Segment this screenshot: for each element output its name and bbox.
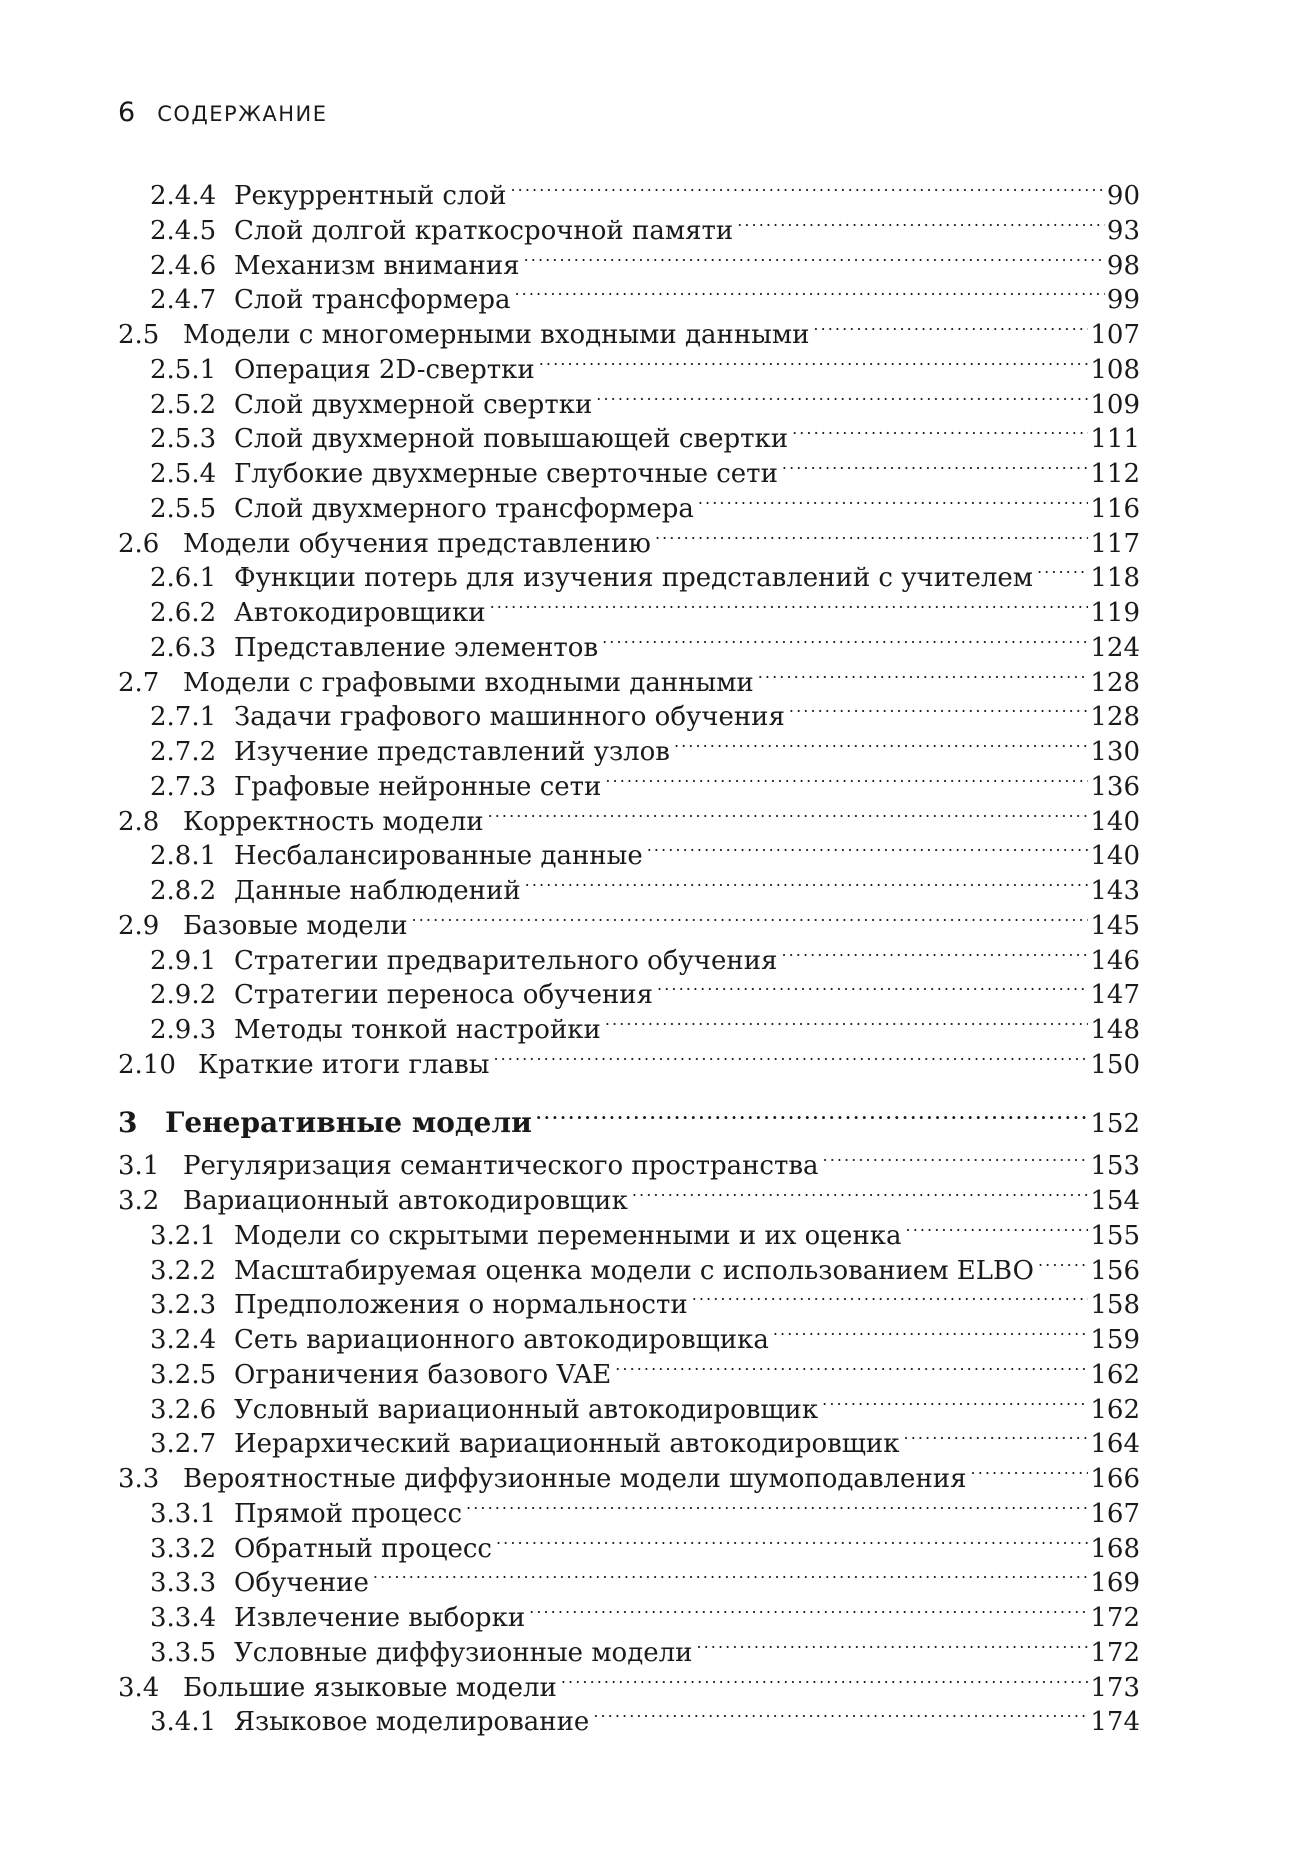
- dot-leader: [514, 272, 1104, 308]
- dot-leader: [823, 1138, 1089, 1174]
- dot-leader: [1037, 550, 1088, 586]
- toc-entry-title: Регуляризация семантического пространства: [183, 1151, 819, 1182]
- toc-entry-title: Модели с многомерными входными данными: [183, 320, 810, 350]
- toc-entry-number: 3.2.4: [150, 1325, 217, 1355]
- toc-entry-title: Задачи графового машинного обучения: [234, 702, 785, 733]
- toc-entry-title: Глубокие двухмерные сверточные сети: [234, 459, 778, 489]
- toc-entry-number: 2.10: [118, 1049, 176, 1080]
- toc-entry-number: 2.6.2: [150, 598, 217, 628]
- dot-leader: [647, 828, 1089, 864]
- dot-leader: [692, 1277, 1089, 1313]
- toc-entry-page: 167: [1090, 1498, 1140, 1529]
- dot-leader: [536, 1096, 1089, 1132]
- toc-entry-title: Методы тонкой настройки: [234, 1015, 601, 1045]
- toc-entry[interactable]: [118, 794, 1140, 837]
- toc-entry-number: 3.3: [118, 1464, 160, 1494]
- toc-entry-page: 159: [1090, 1325, 1140, 1355]
- toc-entry-number: 3.2.1: [150, 1220, 217, 1251]
- toc-entry-page: 118: [1090, 563, 1140, 594]
- toc-entry-title: Функции потерь для изучения представлений с учителем: [234, 563, 1033, 594]
- toc-entry-number: 2.4.5: [150, 215, 217, 246]
- toc-entry-number: 2.8.2: [150, 876, 217, 906]
- dot-leader: [525, 863, 1089, 899]
- toc-entry-title: Корректность модели: [183, 806, 484, 837]
- toc-entry[interactable]: [118, 1037, 1140, 1080]
- toc-entry-number: 3.3.3: [150, 1568, 217, 1599]
- dot-leader: [596, 377, 1088, 413]
- toc-entry-number: 2.5.2: [150, 389, 217, 420]
- toc-entry-number: 2.4.6: [150, 250, 217, 281]
- toc-entry-title: Условный вариационный автокодировщик: [234, 1394, 819, 1425]
- toc-entry-title: Слой двухмерной повышающей свертки: [234, 424, 789, 455]
- toc-entry-number: 2.9.2: [150, 980, 217, 1011]
- toc-entry[interactable]: [150, 689, 1140, 733]
- toc-entry-page: 156: [1090, 1255, 1140, 1286]
- toc-entry[interactable]: [150, 1416, 1140, 1460]
- toc-entry[interactable]: [150, 1277, 1140, 1321]
- toc-entry[interactable]: [150, 863, 1140, 906]
- toc-entry-title: Языковое моделирование: [234, 1707, 590, 1738]
- toc-entry-number: 2.9: [118, 910, 160, 941]
- dot-leader: [511, 168, 1105, 204]
- toc-entry-number: 2.5.1: [150, 354, 217, 385]
- dot-leader: [758, 655, 1089, 691]
- toc-entry-page: 124: [1090, 632, 1140, 663]
- toc-entry-number: 3.4: [118, 1672, 160, 1703]
- running-header: [118, 97, 327, 137]
- toc-entry[interactable]: [118, 1660, 1140, 1703]
- toc-entry-page: 155: [1090, 1220, 1140, 1251]
- dot-leader: [561, 1660, 1088, 1696]
- toc-entry-page: 108: [1090, 354, 1140, 385]
- toc-entry-number: 2.4.7: [150, 285, 217, 316]
- dot-leader: [1038, 1243, 1088, 1279]
- toc-entry-title: Вариационный автокодировщик: [183, 1186, 628, 1216]
- dot-leader: [782, 446, 1088, 482]
- dot-leader: [605, 1002, 1089, 1038]
- toc-entry[interactable]: [150, 1521, 1140, 1564]
- dot-leader: [373, 1555, 1088, 1591]
- toc-entry-page: 173: [1090, 1672, 1140, 1703]
- toc-entry-page: 109: [1090, 389, 1140, 420]
- toc-entry-title: Вероятностные диффузионные модели шумоподавления: [183, 1464, 967, 1494]
- toc-entry[interactable]: [118, 1451, 1140, 1494]
- toc-entry-title: Обучение: [234, 1568, 369, 1599]
- toc-entry-page: 117: [1090, 528, 1140, 559]
- toc-entry-title: Модели с графовыми входными данными: [183, 667, 754, 698]
- toc-entry[interactable]: [150, 411, 1140, 455]
- dot-leader: [496, 1521, 1088, 1557]
- toc-entry-page: 154: [1090, 1186, 1140, 1216]
- toc-entry-number: 2.5: [118, 320, 160, 350]
- toc-entry-number: 2.8: [118, 806, 160, 837]
- toc-entry-page: 153: [1090, 1151, 1140, 1182]
- toc-entry-title: Прямой процесс: [234, 1498, 463, 1529]
- toc-entry[interactable]: [150, 1694, 1140, 1738]
- toc-entry-number: 3.2.7: [150, 1429, 217, 1460]
- toc-entry-number: 3.3.2: [150, 1533, 217, 1564]
- dot-leader: [488, 794, 1089, 830]
- toc-entry-page: 111: [1090, 424, 1140, 455]
- toc-entry-title: Механизм внимания: [234, 250, 520, 281]
- toc-entry-number: 2.9.3: [150, 1015, 217, 1045]
- toc-entry-number: 3.2.2: [150, 1255, 217, 1286]
- toc-entry-page: 172: [1090, 1637, 1140, 1668]
- toc-entry[interactable]: [150, 1243, 1140, 1286]
- toc-entry[interactable]: [150, 1382, 1140, 1425]
- dot-leader: [906, 1208, 1089, 1244]
- toc-entry-page: 99: [1106, 285, 1140, 316]
- toc-entry[interactable]: [150, 620, 1140, 663]
- page-number: 6: [118, 97, 136, 128]
- toc-entry-number: 2.5.4: [150, 459, 217, 489]
- dot-leader: [539, 342, 1089, 378]
- toc-entry-title: Модели со скрытыми переменными и их оценка: [234, 1220, 902, 1251]
- toc-entry-page: 136: [1090, 771, 1140, 802]
- toc-entry-number: 3.1: [118, 1151, 160, 1182]
- toc-entry-title: Слой долгой краткосрочной памяти: [234, 215, 734, 246]
- dot-leader: [674, 724, 1088, 760]
- dot-leader: [493, 1037, 1088, 1073]
- toc-entry-page: 93: [1106, 215, 1140, 246]
- toc-entry[interactable]: [150, 724, 1140, 767]
- toc-entry-title: Сеть вариационного автокодировщика: [234, 1325, 769, 1355]
- toc-entry-title: Извлечение выборки: [234, 1603, 526, 1633]
- toc-entry-page: 172: [1090, 1603, 1140, 1633]
- toc-entry-number: 3.2.5: [150, 1359, 217, 1390]
- toc-entry[interactable]: [118, 307, 1140, 350]
- toc-entry[interactable]: [150, 1347, 1140, 1390]
- toc-entry[interactable]: [150, 203, 1140, 246]
- toc-entry-number: 3.2.6: [150, 1394, 217, 1425]
- dot-leader: [781, 933, 1088, 969]
- toc-entry-title: Условные диффузионные модели: [234, 1637, 693, 1668]
- toc-entry[interactable]: [150, 1312, 1140, 1355]
- dot-leader: [737, 203, 1105, 239]
- dot-leader: [971, 1451, 1089, 1487]
- dot-leader: [698, 481, 1088, 517]
- toc-entry-title: Представление элементов: [234, 632, 599, 663]
- toc-entry-number: 2.7.3: [150, 771, 217, 802]
- toc-entry-title: Иерархический вариационный автокодировщик: [234, 1429, 900, 1460]
- toc-entry-number: 2.6: [118, 528, 160, 559]
- toc-entry-title: Предположения о нормальности: [234, 1290, 688, 1321]
- toc-entry-number: 2.5.5: [150, 493, 217, 524]
- toc-entry-number: 2.4.4: [150, 181, 217, 211]
- toc-entry-page: 119: [1090, 598, 1140, 628]
- toc-entry-number: 3.2: [118, 1186, 160, 1216]
- dot-leader: [524, 238, 1105, 274]
- toc-entry[interactable]: [118, 516, 1140, 559]
- toc-entry-title: Краткие итоги главы: [198, 1049, 490, 1080]
- toc-entry-page: 130: [1090, 737, 1140, 767]
- toc-entry[interactable]: [150, 967, 1140, 1011]
- dot-leader: [593, 1694, 1088, 1730]
- toc-entry[interactable]: [150, 550, 1140, 594]
- toc-entry-title: Масштабируемая оценка модели с использованием ELBO: [234, 1255, 1034, 1286]
- toc-entry-number: 3.3.5: [150, 1637, 217, 1668]
- toc-entry-title: Базовые модели: [183, 910, 408, 941]
- toc-entry-page: 145: [1090, 910, 1140, 941]
- toc-chapter-entry[interactable]: [118, 1096, 1140, 1139]
- dot-leader: [466, 1486, 1088, 1522]
- toc-entry-page: 152: [1090, 1108, 1140, 1139]
- dot-leader: [904, 1416, 1089, 1452]
- toc-entry-title: Несбалансированные данные: [234, 841, 643, 872]
- toc-entry-page: 174: [1090, 1707, 1140, 1738]
- toc-entry-title: Обратный процесс: [234, 1533, 492, 1564]
- toc-entry-title: Стратегии переноса обучения: [234, 980, 654, 1011]
- dot-leader: [490, 585, 1089, 621]
- toc-entry[interactable]: [150, 828, 1140, 872]
- toc-entry-number: 3: [118, 1105, 138, 1139]
- toc-entry[interactable]: [150, 585, 1140, 628]
- toc-entry-page: 148: [1090, 1015, 1140, 1045]
- toc-entry[interactable]: [150, 168, 1140, 211]
- toc-entry[interactable]: [150, 238, 1140, 281]
- toc-entry-page: 146: [1090, 945, 1140, 976]
- toc-entry-page: 116: [1090, 493, 1140, 524]
- toc-entry-title: Графовые нейронные сети: [234, 771, 602, 802]
- toc-entry[interactable]: [118, 1173, 1140, 1216]
- toc-entry[interactable]: [118, 655, 1140, 698]
- dot-leader: [412, 898, 1089, 934]
- toc-entry-page: 90: [1106, 181, 1140, 211]
- toc-entry[interactable]: [150, 1555, 1140, 1599]
- toc-entry-title: Генеративные модели: [165, 1105, 532, 1139]
- toc-entry-number: 3.4.1: [150, 1707, 217, 1738]
- dot-leader: [696, 1625, 1088, 1661]
- dot-leader: [792, 411, 1088, 447]
- toc-entry[interactable]: [150, 759, 1140, 802]
- toc-entry[interactable]: [150, 933, 1140, 976]
- toc-entry-page: 107: [1090, 320, 1140, 350]
- toc-entry-page: 147: [1090, 980, 1140, 1011]
- toc-entry[interactable]: [150, 342, 1140, 385]
- toc-entry-number: 2.8.1: [150, 841, 217, 872]
- toc-entry[interactable]: [150, 1486, 1140, 1529]
- toc-entry-page: 158: [1090, 1290, 1140, 1321]
- toc-entry-title: Большие языковые модели: [183, 1672, 557, 1703]
- toc-entry-page: 169: [1090, 1568, 1140, 1599]
- toc-entry[interactable]: [150, 481, 1140, 524]
- toc-entry-title: Данные наблюдений: [234, 876, 521, 906]
- toc-entry-page: 98: [1106, 250, 1140, 281]
- toc-entry-title: Изучение представлений узлов: [234, 737, 670, 767]
- toc-entry-number: 2.5.3: [150, 424, 217, 455]
- toc-entry-number: 2.6.1: [150, 563, 217, 594]
- dot-leader: [773, 1312, 1089, 1348]
- toc-entry[interactable]: [118, 898, 1140, 941]
- toc-entry-page: 112: [1090, 459, 1140, 489]
- toc-entry-page: 140: [1090, 841, 1140, 872]
- toc-entry-title: Слой двухмерной свертки: [234, 389, 593, 420]
- dot-leader: [822, 1382, 1088, 1418]
- toc-entry-page: 162: [1090, 1359, 1140, 1390]
- toc-entry[interactable]: [150, 272, 1140, 316]
- toc-entry-number: 2.6.3: [150, 632, 217, 663]
- toc-entry[interactable]: [150, 1208, 1140, 1251]
- running-title: СОДЕРЖАНИЕ: [157, 102, 328, 126]
- toc-entry-number: 2.9.1: [150, 945, 217, 976]
- toc-entry-page: 140: [1090, 806, 1140, 837]
- toc-entry-title: Модели обучения представлению: [183, 528, 651, 559]
- toc-entry-page: 150: [1090, 1049, 1140, 1080]
- toc-entry-number: 3.2.3: [150, 1290, 217, 1321]
- toc-entry-page: 164: [1090, 1429, 1140, 1460]
- toc-entry[interactable]: [150, 377, 1140, 420]
- toc-entry-page: 162: [1090, 1394, 1140, 1425]
- dot-leader: [615, 1347, 1088, 1383]
- dot-leader: [602, 620, 1088, 656]
- toc-entry-title: Стратегии предварительного обучения: [234, 945, 778, 976]
- toc-entry-title: Операция 2D-свертки: [234, 354, 535, 385]
- dot-leader: [655, 516, 1088, 552]
- toc-entry-page: 168: [1090, 1533, 1140, 1564]
- toc-entry[interactable]: [150, 1002, 1140, 1045]
- dot-leader: [605, 759, 1088, 795]
- toc-entry-number: 3.3.1: [150, 1498, 217, 1529]
- toc-entry[interactable]: [118, 1138, 1140, 1182]
- dot-leader: [657, 967, 1088, 1003]
- dot-leader: [813, 307, 1088, 343]
- toc-entry-title: Ограничения базового VAE: [234, 1359, 612, 1390]
- toc-entry-title: Рекуррентный слой: [234, 181, 507, 211]
- toc-entry[interactable]: [150, 446, 1140, 489]
- toc-entry-number: 3.3.4: [150, 1603, 217, 1633]
- toc-entry-number: 2.7.2: [150, 737, 217, 767]
- toc-entry-page: 166: [1090, 1464, 1140, 1494]
- dot-leader: [529, 1590, 1088, 1626]
- toc-entry[interactable]: [150, 1590, 1140, 1633]
- toc-entry-page: 128: [1090, 702, 1140, 733]
- dot-leader: [632, 1173, 1089, 1209]
- toc-entry-number: 2.7: [118, 667, 160, 698]
- toc-entry-title: Автокодировщики: [234, 598, 486, 628]
- toc-entry-page: 143: [1090, 876, 1140, 906]
- dot-leader: [789, 689, 1088, 725]
- toc-entry-title: Слой трансформера: [234, 285, 511, 316]
- toc-entry-number: 2.7.1: [150, 702, 217, 733]
- toc-entry-title: Слой двухмерного трансформера: [234, 493, 694, 524]
- toc-entry[interactable]: [150, 1625, 1140, 1668]
- toc-entry-page: 128: [1090, 667, 1140, 698]
